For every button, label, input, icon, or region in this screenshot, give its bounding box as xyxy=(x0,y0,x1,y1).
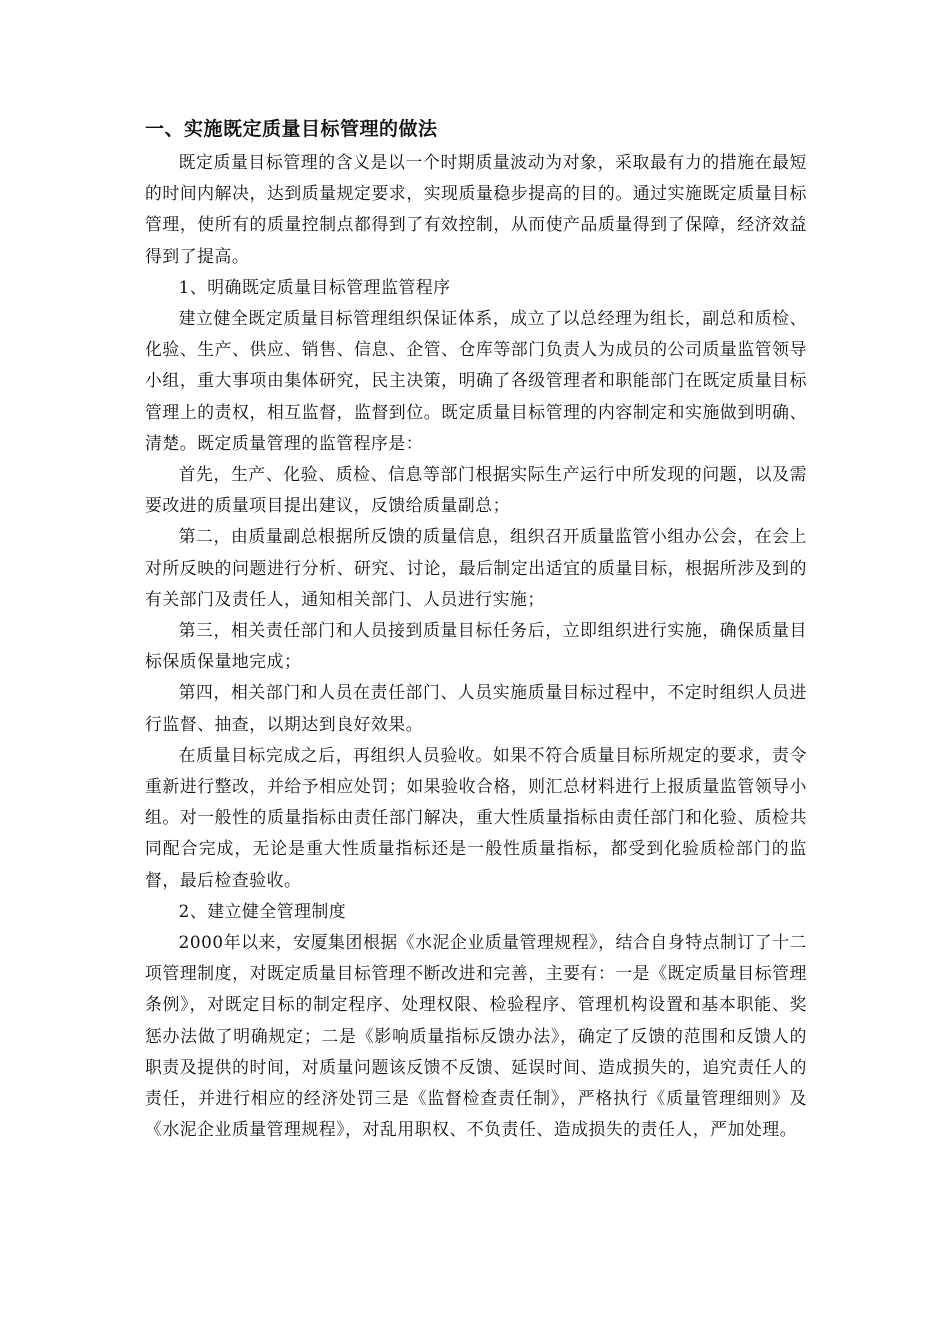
procedure-step-1: 首先，生产、化验、质检、信息等部门根据实际生产运行中所发现的问题，以及需要改进的质量项目提出建议，反馈给质量副总； xyxy=(145,464,807,516)
procedure-step-4: 第四，相关部门和人员在责任部门、人员实施质量目标过程中，不定时组织人员进行监督、抽查，以期达到良好效果。 xyxy=(145,682,807,734)
intro-paragraph: 既定质量目标管理的含义是以一个时期质量波动为对象，采取最有力的措施在最短的时间内解决，达到质量规定要求，实现质量稳步提高的目的。通过实施既定质量目标管理，使所有的质量控制点都得到了有效控制，从而使产品质量得到了保障，经济效益得到了提高。 xyxy=(145,152,807,266)
subsection-2-title: 2、建立健全管理制度 xyxy=(178,900,347,921)
subsection-2-paragraph: 2000年以来，安厦集团根据《水泥企业质量管理规程》，结合自身特点制订了十二项管理制度，对既定质量目标管理不断改进和完善，主要有：一是《既定质量目标管理条例》，对既定目标的制定程序、处理权限、检验程序、管理机构设置和基本职能、奖惩办法做了明确规定；二是《影响质量指标反馈办法》，确定了反馈的范围和反馈人的职责及提供的时间，对质量问题该反馈不反馈、延误时间、造成损失的，追究责任人的责任，并进行相应的经济处罚三是《监督检查责任制》，严格执行《质量管理细则》及《水泥企业质量管理规程》，对乱用职权、不负责任、造成损失的责任人，严加处理。 xyxy=(145,932,807,1140)
section-title: 一、实施既定质量目标管理的做法 xyxy=(145,118,438,140)
document-page xyxy=(145,115,807,1146)
subsection-1-paragraph: 建立健全既定质量目标管理组织保证体系，成立了以总经理为组长，副总和质检、化验、生产、供应、销售、信息、企管、仓库等部门负责人为成员的公司质量监管领导小组，重大事项由集体研究，民主决策，明确了各级管理者和职能部门在既定质量目标管理上的责权，相互监督，监督到位。既定质量目标管理的内容制定和实施做到明确、清楚。既定质量管理的监管程序是： xyxy=(145,308,807,453)
procedure-step-2: 第二，由质量副总根据所反馈的质量信息，组织召开质量监管小组办公会，在会上对所反映的问题进行分析、研究、讨论，最后制定出适宜的质量目标，根据所涉及到的有关部门及责任人，通知相关部门、人员进行实施； xyxy=(145,526,807,609)
procedure-step-3: 第三，相关责任部门和人员接到质量目标任务后，立即组织进行实施，确保质量目标保质保量地完成； xyxy=(145,620,807,672)
subsection-1-title: 1、明确既定质量目标管理监管程序 xyxy=(178,276,451,297)
acceptance-paragraph: 在质量目标完成之后，再组织人员验收。如果不符合质量目标所规定的要求，责令重新进行整改，并给予相应处罚；如果验收合格，则汇总材料进行上报质量监管领导小组。对一般性的质量指标由责任部门解决，重大性质量指标由责任部门和化验、质检共同配合完成，无论是重大性质量指标还是一般性质量指标，都受到化验质检部门的监督，最后检查验收。 xyxy=(145,744,807,890)
